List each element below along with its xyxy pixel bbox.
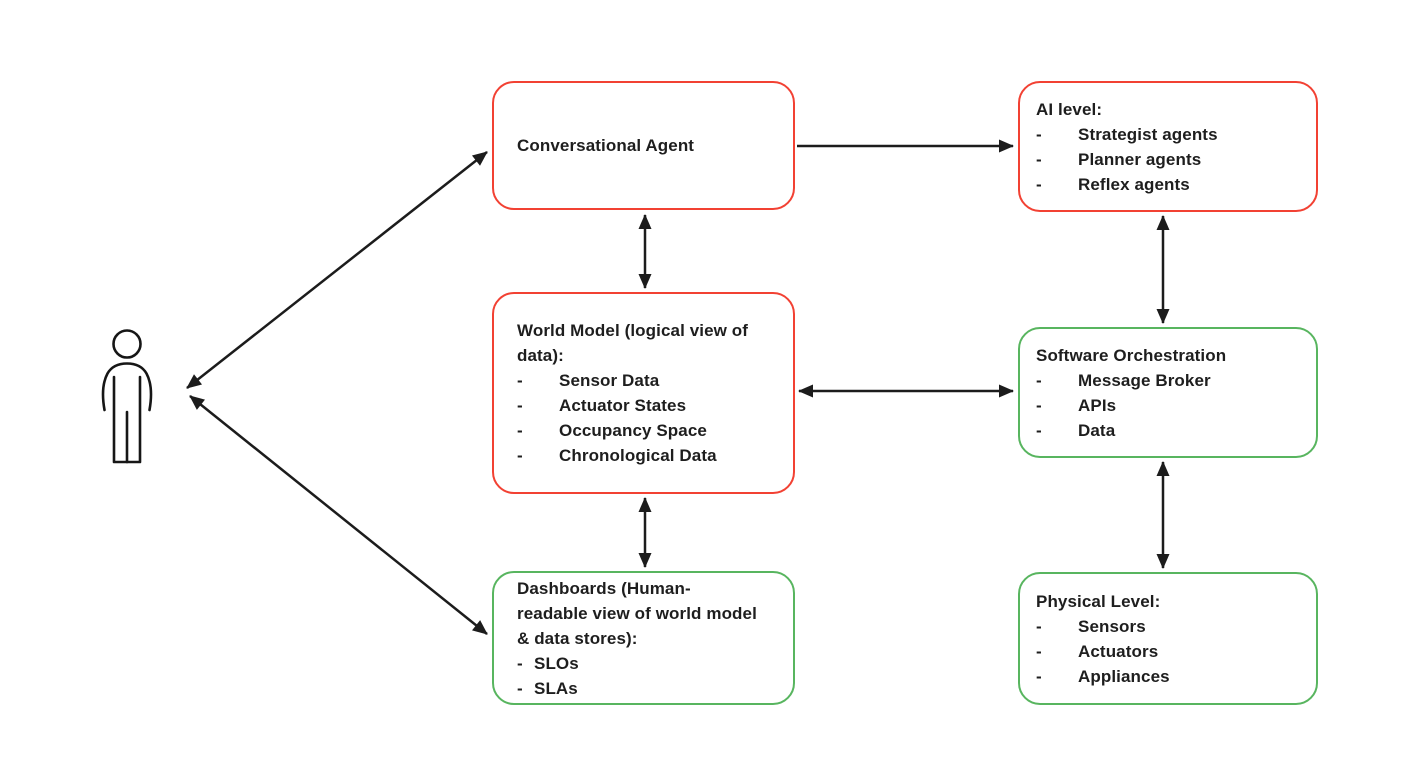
list-item [1036, 614, 1298, 639]
list-item [517, 418, 775, 443]
box-title: readable view of world model [517, 603, 757, 623]
list-item-label: Actuators [1078, 641, 1159, 661]
list-item-label: Strategist agents [1078, 124, 1218, 144]
list-item [517, 393, 775, 418]
box-title: data): [517, 346, 564, 365]
list-item [517, 676, 775, 701]
bullet-dash: - [517, 446, 523, 465]
list-item [1036, 664, 1298, 689]
list-item [1036, 368, 1298, 393]
bullet-dash: - [1036, 370, 1042, 390]
arrow-user-dashboards [190, 396, 487, 634]
list-item-label: Message Broker [1078, 370, 1211, 390]
box-title: AI level: [1036, 99, 1103, 119]
bullet-dash: - [1036, 641, 1042, 661]
bullet-dash: - [1036, 149, 1042, 169]
box-title: Software Orchestration [1036, 345, 1227, 365]
bullet-dash: - [517, 421, 523, 440]
box-title: Dashboards (Human- [517, 578, 691, 598]
box-dashboards [492, 571, 795, 705]
list-item-label: Sensors [1078, 616, 1146, 636]
bullet-dash: - [1036, 174, 1042, 194]
list-item [1036, 393, 1298, 418]
list-item-label: SLOs [534, 653, 579, 673]
list-item [1036, 639, 1298, 664]
box-ai-level [1018, 81, 1318, 212]
box-world-model [492, 292, 795, 494]
list-item-label: Reflex agents [1078, 174, 1190, 194]
list-item [1036, 147, 1298, 172]
list-item-label: Appliances [1078, 666, 1170, 686]
list-item [1036, 418, 1298, 443]
box-title: World Model (logical view of [517, 321, 749, 340]
person-icon [103, 331, 151, 463]
list-item-label: APIs [1078, 395, 1117, 415]
box-title: Conversational Agent [517, 136, 695, 155]
list-item [517, 368, 775, 393]
arrow-user-conversational-agent [187, 152, 487, 388]
list-item-label: Occupancy Space [559, 421, 707, 440]
list-item-label: SLAs [534, 678, 578, 698]
box-title: Physical Level: [1036, 591, 1161, 611]
box-physical-level [1018, 572, 1318, 705]
bullet-dash: - [1036, 395, 1042, 415]
list-item [517, 443, 775, 468]
list-item-label: Planner agents [1078, 149, 1202, 169]
list-item-label: Chronological Data [559, 446, 717, 465]
list-item [1036, 122, 1298, 147]
list-item [517, 651, 775, 676]
bullet-dash: - [1036, 666, 1042, 686]
bullet-dash: - [517, 371, 523, 390]
bullet-dash: - [1036, 420, 1042, 440]
list-item-label: Data [1078, 420, 1116, 440]
bullet-dash: - [1036, 124, 1042, 144]
bullet-dash: - [517, 396, 523, 415]
list-item-label: Actuator States [559, 396, 687, 415]
box-title: & data stores): [517, 628, 638, 648]
bullet-dash: - [517, 678, 523, 698]
box-software-orchestration [1018, 327, 1318, 458]
list-item [1036, 172, 1298, 197]
list-item-label: Sensor Data [559, 371, 660, 390]
bullet-dash: - [517, 653, 523, 673]
box-conversational-agent [492, 81, 795, 210]
bullet-dash: - [1036, 616, 1042, 636]
